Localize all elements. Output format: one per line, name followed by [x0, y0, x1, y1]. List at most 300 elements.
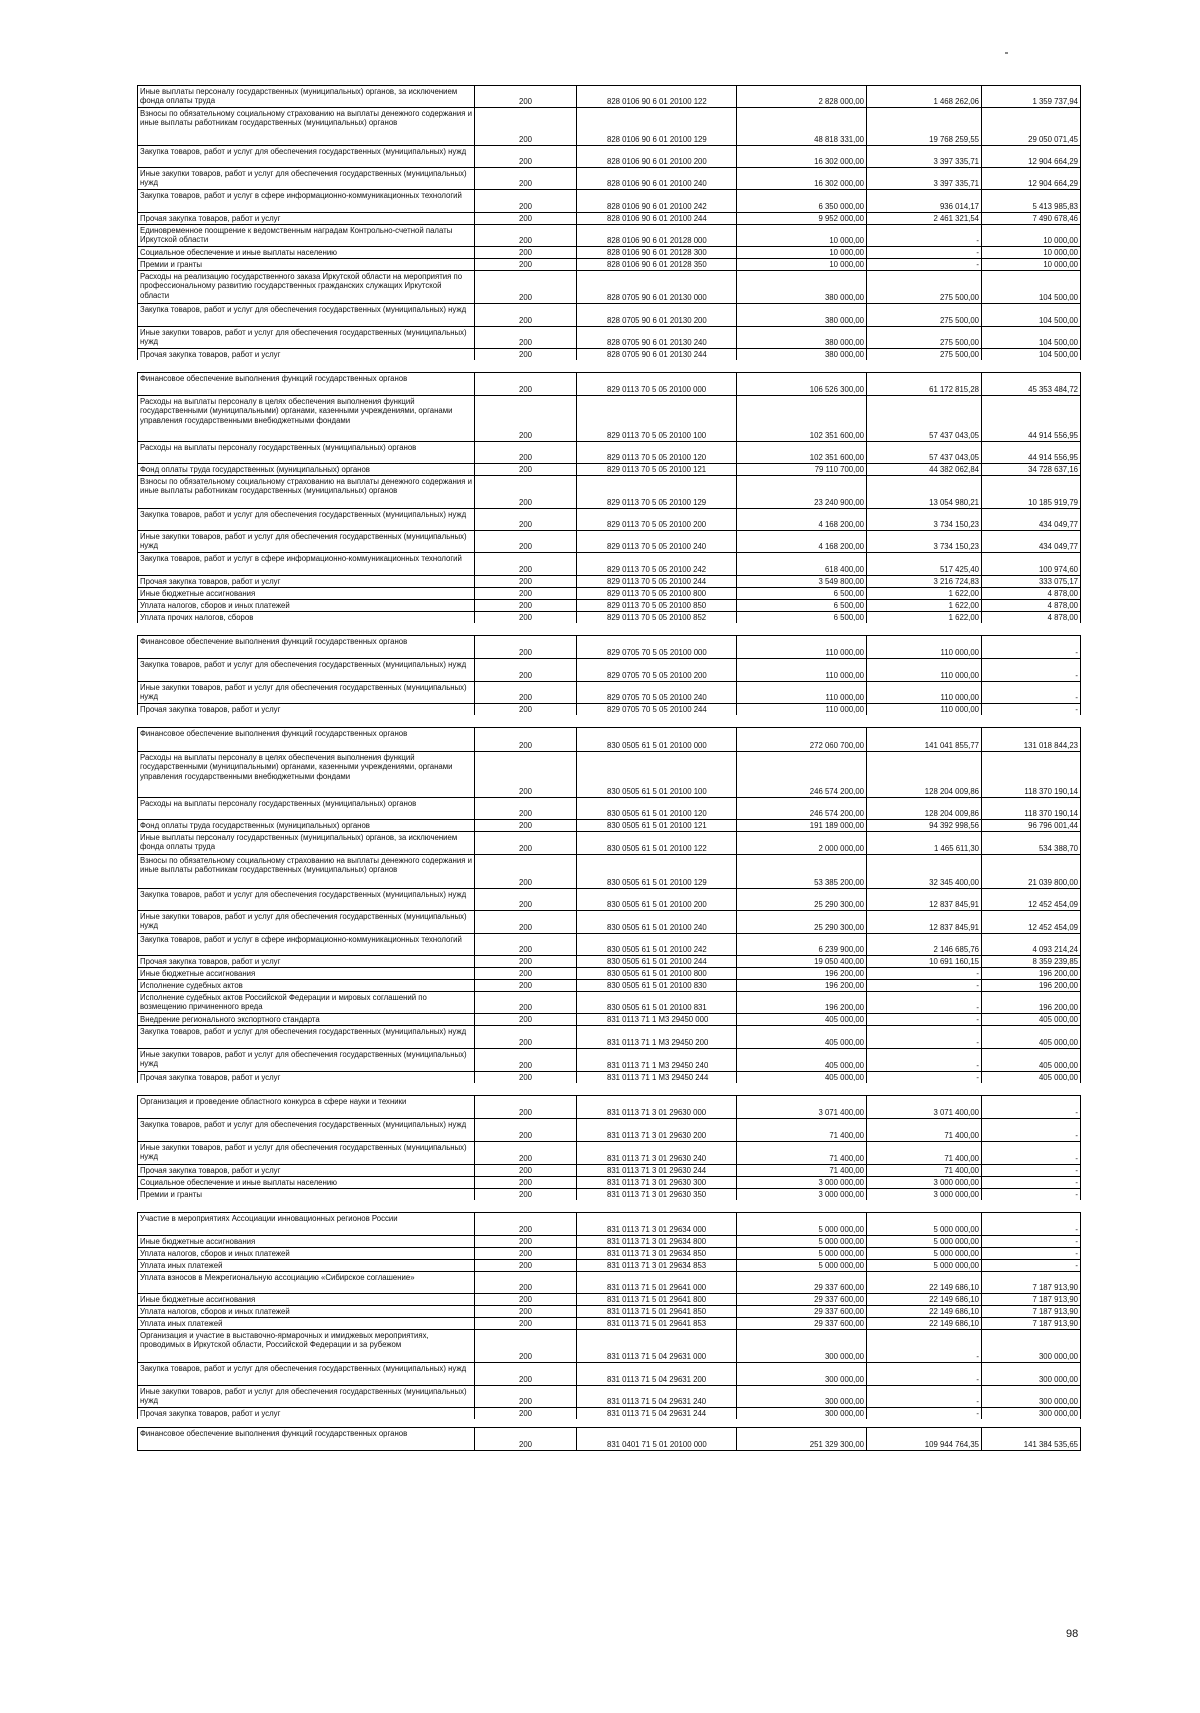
table-row: [137, 1095, 1081, 1118]
row-approved-amount-cell: 110 000,00: [736, 682, 866, 703]
table-row: [137, 475, 1081, 508]
row-budget-code-cell: 829 0113 70 5 05 20100 120: [576, 442, 736, 463]
table-row: [137, 587, 1081, 599]
row-remaining-amount-cell: 196 200,00: [981, 980, 1081, 991]
row-approved-amount-cell: 380 000,00: [736, 327, 866, 348]
row-admin-code-cell: 200: [474, 576, 576, 587]
row-admin-code-cell: 200: [474, 992, 576, 1013]
row-approved-amount-cell: 3 000 000,00: [736, 1189, 866, 1200]
row-approved-amount-cell: 5 000 000,00: [736, 1248, 866, 1259]
row-approved-amount-cell: 23 240 900,00: [736, 476, 866, 508]
row-approved-amount-cell: 246 574 200,00: [736, 798, 866, 819]
row-admin-code-cell: 200: [474, 911, 576, 933]
row-admin-code-cell: 200: [474, 1428, 576, 1450]
row-budget-code-cell: 829 0113 70 5 05 20100 800: [576, 588, 736, 599]
row-approved-amount-cell: 3 000 000,00: [736, 1177, 866, 1188]
row-approved-amount-cell: 48 818 331,00: [736, 108, 866, 145]
row-budget-code-cell: 831 0113 71 5 01 29641 000: [576, 1272, 736, 1293]
row-remaining-amount-cell: 29 050 071,45: [981, 108, 1081, 145]
row-executed-amount-cell: 19 768 259,55: [866, 108, 981, 145]
row-admin-code-cell: 200: [474, 349, 576, 360]
row-executed-amount-cell: -: [866, 992, 981, 1013]
table-row: [137, 751, 1081, 797]
row-admin-code-cell: 200: [474, 225, 576, 246]
row-budget-code-cell: 828 0106 90 6 01 20100 242: [576, 190, 736, 212]
row-remaining-amount-cell: 4 093 214,24: [981, 934, 1081, 955]
row-budget-code-cell: 831 0113 71 3 01 29630 200: [576, 1119, 736, 1141]
row-name-cell: Иные закупки товаров, работ и услуг для обеспечения государственных (муниципальных) нужд: [137, 168, 474, 189]
table-row: [137, 819, 1081, 831]
row-approved-amount-cell: 53 385 200,00: [736, 855, 866, 888]
row-executed-amount-cell: 109 944 764,35: [866, 1428, 981, 1450]
row-budget-code-cell: 831 0113 71 1 M3 29450 244: [576, 1072, 736, 1083]
row-executed-amount-cell: 12 837 845,91: [866, 889, 981, 910]
row-admin-code-cell: 200: [474, 1408, 576, 1419]
row-budget-code-cell: 829 0113 70 5 05 20100 852: [576, 612, 736, 623]
row-name-cell: Организация и участие в выставочно-ярмарочных и имиджевых мероприятиях, проводимых в Иркутской области, Российской Федерации и за рубежом: [137, 1330, 474, 1362]
row-remaining-amount-cell: 141 384 535,65: [981, 1428, 1081, 1450]
table-row: [137, 167, 1081, 189]
row-executed-amount-cell: 44 382 062,84: [866, 464, 981, 475]
row-budget-code-cell: 831 0113 71 3 01 29634 850: [576, 1248, 736, 1259]
row-approved-amount-cell: 71 400,00: [736, 1142, 866, 1164]
table-row: [137, 831, 1081, 854]
row-approved-amount-cell: 102 351 600,00: [736, 442, 866, 463]
row-remaining-amount-cell: -: [981, 1119, 1081, 1141]
row-approved-amount-cell: 2 828 000,00: [736, 86, 866, 107]
row-budget-code-cell: 828 0106 90 6 01 20100 200: [576, 146, 736, 167]
row-executed-amount-cell: 3 397 335,71: [866, 146, 981, 167]
row-name-cell: Иные бюджетные ассигнования: [137, 1294, 474, 1305]
row-budget-code-cell: 831 0113 71 3 01 29630 350: [576, 1189, 736, 1200]
row-admin-code-cell: 200: [474, 146, 576, 167]
row-budget-code-cell: 831 0113 71 3 01 29634 800: [576, 1236, 736, 1247]
row-approved-amount-cell: 16 302 000,00: [736, 168, 866, 189]
row-name-cell: Единовременное поощрение к ведомственным наградам Контрольно-счетной палаты Иркутской области: [137, 225, 474, 246]
row-remaining-amount-cell: 44 914 556,95: [981, 396, 1081, 441]
row-admin-code-cell: 200: [474, 1014, 576, 1025]
row-admin-code-cell: 200: [474, 588, 576, 599]
row-remaining-amount-cell: -: [981, 682, 1081, 703]
row-admin-code-cell: 200: [474, 531, 576, 552]
row-executed-amount-cell: 22 149 686,10: [866, 1294, 981, 1305]
row-budget-code-cell: 831 0113 71 5 04 29631 000: [576, 1330, 736, 1362]
row-budget-code-cell: 829 0113 70 5 05 20100 240: [576, 531, 736, 552]
row-budget-code-cell: 830 0505 61 5 01 20100 800: [576, 968, 736, 979]
row-executed-amount-cell: 3 734 150,23: [866, 531, 981, 552]
row-admin-code-cell: 200: [474, 1363, 576, 1385]
table-row: [137, 1071, 1081, 1083]
row-name-cell: Уплата налогов, сборов и иных платежей: [137, 1248, 474, 1259]
row-remaining-amount-cell: 12 452 454,09: [981, 889, 1081, 910]
row-remaining-amount-cell: 434 049,77: [981, 509, 1081, 530]
row-admin-code-cell: 200: [474, 108, 576, 145]
row-admin-code-cell: 200: [474, 1142, 576, 1164]
row-approved-amount-cell: 6 500,00: [736, 612, 866, 623]
row-budget-code-cell: 829 0705 70 5 05 20100 000: [576, 636, 736, 658]
row-executed-amount-cell: 57 437 043,05: [866, 396, 981, 441]
row-budget-code-cell: 828 0106 90 6 01 20128 300: [576, 247, 736, 258]
row-budget-code-cell: 828 0705 90 6 01 20130 240: [576, 327, 736, 348]
row-executed-amount-cell: 110 000,00: [866, 682, 981, 703]
row-admin-code-cell: 200: [474, 682, 576, 703]
row-approved-amount-cell: 300 000,00: [736, 1330, 866, 1362]
row-approved-amount-cell: 5 000 000,00: [736, 1236, 866, 1247]
row-name-cell: Прочая закупка товаров, работ и услуг: [137, 213, 474, 224]
row-name-cell: Премии и гранты: [137, 1189, 474, 1200]
row-remaining-amount-cell: 434 049,77: [981, 531, 1081, 552]
table-row: [137, 1141, 1081, 1164]
row-executed-amount-cell: 1 622,00: [866, 600, 981, 611]
row-admin-code-cell: 200: [474, 476, 576, 508]
table-row: [137, 797, 1081, 819]
row-approved-amount-cell: 246 574 200,00: [736, 752, 866, 797]
row-admin-code-cell: 200: [474, 259, 576, 270]
row-admin-code-cell: 200: [474, 798, 576, 819]
row-executed-amount-cell: 71 400,00: [866, 1142, 981, 1164]
row-remaining-amount-cell: 4 878,00: [981, 600, 1081, 611]
table-row: [137, 991, 1081, 1013]
row-remaining-amount-cell: 104 500,00: [981, 349, 1081, 360]
row-admin-code-cell: 200: [474, 168, 576, 189]
row-approved-amount-cell: 5 000 000,00: [736, 1213, 866, 1235]
row-remaining-amount-cell: -: [981, 1213, 1081, 1235]
table-row: [137, 508, 1081, 530]
row-admin-code-cell: 200: [474, 820, 576, 831]
table-row: [137, 967, 1081, 979]
row-admin-code-cell: 200: [474, 247, 576, 258]
row-executed-amount-cell: 128 204 009,86: [866, 752, 981, 797]
row-name-cell: Внедрение регионального экспортного стандарта: [137, 1014, 474, 1025]
row-budget-code-cell: 830 0505 61 5 01 20100 200: [576, 889, 736, 910]
table-row: [137, 635, 1081, 658]
row-remaining-amount-cell: 300 000,00: [981, 1386, 1081, 1407]
table-row: [137, 979, 1081, 991]
row-remaining-amount-cell: -: [981, 636, 1081, 658]
row-name-cell: Премии и гранты: [137, 259, 474, 270]
row-remaining-amount-cell: 300 000,00: [981, 1363, 1081, 1385]
row-remaining-amount-cell: 405 000,00: [981, 1049, 1081, 1071]
row-admin-code-cell: 200: [474, 327, 576, 348]
row-approved-amount-cell: 4 168 200,00: [736, 509, 866, 530]
table-row: [137, 1329, 1081, 1362]
row-executed-amount-cell: -: [866, 247, 981, 258]
row-name-cell: Финансовое обеспечение выполнения функций государственных органов: [137, 728, 474, 751]
row-admin-code-cell: 200: [474, 271, 576, 303]
table-row: [137, 1317, 1081, 1329]
row-executed-amount-cell: 1 468 262,06: [866, 86, 981, 107]
row-admin-code-cell: 200: [474, 304, 576, 326]
row-name-cell: Расходы на выплаты персоналу государственных (муниципальных) органов: [137, 442, 474, 463]
row-remaining-amount-cell: 1 359 737,94: [981, 86, 1081, 107]
row-approved-amount-cell: 272 060 700,00: [736, 728, 866, 751]
row-approved-amount-cell: 6 239 900,00: [736, 934, 866, 955]
row-approved-amount-cell: 10 000,00: [736, 259, 866, 270]
row-budget-code-cell: 828 0106 90 6 01 20100 129: [576, 108, 736, 145]
row-admin-code-cell: 200: [474, 1306, 576, 1317]
row-remaining-amount-cell: 12 452 454,09: [981, 911, 1081, 933]
row-executed-amount-cell: 3 000 000,00: [866, 1189, 981, 1200]
row-name-cell: Расходы на реализацию государственного заказа Иркутской области на мероприятия по профессиональному развитию государственных гражданских служащих Иркутской области: [137, 271, 474, 303]
row-executed-amount-cell: 2 461 321,54: [866, 213, 981, 224]
table-row: [137, 530, 1081, 552]
row-budget-code-cell: 828 0705 90 6 01 20130 000: [576, 271, 736, 303]
row-admin-code-cell: 200: [474, 1165, 576, 1176]
row-remaining-amount-cell: 196 200,00: [981, 968, 1081, 979]
table-row: [137, 1164, 1081, 1176]
table-row: [137, 1025, 1081, 1048]
row-remaining-amount-cell: 405 000,00: [981, 1072, 1081, 1083]
row-remaining-amount-cell: 7 187 913,90: [981, 1306, 1081, 1317]
row-budget-code-cell: 830 0505 61 5 01 20100 830: [576, 980, 736, 991]
row-executed-amount-cell: 32 345 400,00: [866, 855, 981, 888]
row-admin-code-cell: 200: [474, 464, 576, 475]
row-budget-code-cell: 829 0113 70 5 05 20100 100: [576, 396, 736, 441]
row-name-cell: Закупка товаров, работ и услуг для обеспечения государственных (муниципальных) нужд: [137, 1363, 474, 1385]
table-row: [137, 1271, 1081, 1293]
row-name-cell: Иные закупки товаров, работ и услуг для обеспечения государственных (муниципальных) нужд: [137, 1386, 474, 1407]
row-executed-amount-cell: 71 400,00: [866, 1119, 981, 1141]
table-row: [137, 224, 1081, 246]
row-approved-amount-cell: 196 200,00: [736, 980, 866, 991]
row-approved-amount-cell: 25 290 300,00: [736, 889, 866, 910]
row-budget-code-cell: 831 0113 71 1 M3 29450 240: [576, 1049, 736, 1071]
row-name-cell: Расходы на выплаты персоналу в целях обеспечения выполнения функций государственными (муниципальными) органами, казенными учреждениями, органами управления государственными внебюджетными фондами: [137, 752, 474, 797]
row-approved-amount-cell: 110 000,00: [736, 704, 866, 715]
row-approved-amount-cell: 300 000,00: [736, 1363, 866, 1385]
table-row: [137, 85, 1081, 107]
row-admin-code-cell: 200: [474, 980, 576, 991]
row-approved-amount-cell: 6 350 000,00: [736, 190, 866, 212]
row-admin-code-cell: 200: [474, 442, 576, 463]
row-budget-code-cell: 829 0705 70 5 05 20100 244: [576, 704, 736, 715]
row-admin-code-cell: 200: [474, 612, 576, 623]
row-budget-code-cell: 830 0505 61 5 01 20100 244: [576, 956, 736, 967]
row-admin-code-cell: 200: [474, 1330, 576, 1362]
row-budget-code-cell: 831 0113 71 3 01 29634 853: [576, 1260, 736, 1271]
table-row: [137, 1013, 1081, 1025]
row-executed-amount-cell: 57 437 043,05: [866, 442, 981, 463]
row-budget-code-cell: 828 0106 90 6 01 20128 350: [576, 259, 736, 270]
row-approved-amount-cell: 9 952 000,00: [736, 213, 866, 224]
row-remaining-amount-cell: 4 878,00: [981, 588, 1081, 599]
row-remaining-amount-cell: 7 187 913,90: [981, 1272, 1081, 1293]
row-budget-code-cell: 831 0113 71 3 01 29630 240: [576, 1142, 736, 1164]
row-remaining-amount-cell: 405 000,00: [981, 1014, 1081, 1025]
row-admin-code-cell: 200: [474, 956, 576, 967]
row-name-cell: Иные закупки товаров, работ и услуг для обеспечения государственных (муниципальных) нужд: [137, 911, 474, 933]
row-admin-code-cell: 200: [474, 832, 576, 854]
row-executed-amount-cell: 5 000 000,00: [866, 1236, 981, 1247]
table-row: [137, 1176, 1081, 1188]
row-budget-code-cell: 831 0113 71 1 M3 29450 000: [576, 1014, 736, 1025]
row-approved-amount-cell: 29 337 600,00: [736, 1306, 866, 1317]
row-budget-code-cell: 830 0505 61 5 01 20100 121: [576, 820, 736, 831]
row-executed-amount-cell: 936 014,17: [866, 190, 981, 212]
row-approved-amount-cell: 4 168 200,00: [736, 531, 866, 552]
row-remaining-amount-cell: 7 490 678,46: [981, 213, 1081, 224]
row-name-cell: Закупка товаров, работ и услуг в сфере информационно-коммуникационных технологий: [137, 190, 474, 212]
row-remaining-amount-cell: 104 500,00: [981, 304, 1081, 326]
row-admin-code-cell: 200: [474, 1119, 576, 1141]
row-budget-code-cell: 829 0113 70 5 05 20100 242: [576, 553, 736, 575]
row-remaining-amount-cell: 104 500,00: [981, 327, 1081, 348]
table-row: [137, 258, 1081, 270]
row-name-cell: Уплата иных платежей: [137, 1318, 474, 1329]
row-executed-amount-cell: 517 425,40: [866, 553, 981, 575]
row-executed-amount-cell: -: [866, 1049, 981, 1071]
row-executed-amount-cell: 22 149 686,10: [866, 1272, 981, 1293]
row-executed-amount-cell: -: [866, 1072, 981, 1083]
row-name-cell: Прочая закупка товаров, работ и услуг: [137, 1165, 474, 1176]
row-executed-amount-cell: 13 054 980,21: [866, 476, 981, 508]
row-admin-code-cell: 200: [474, 373, 576, 395]
row-budget-code-cell: 829 0113 70 5 05 20100 121: [576, 464, 736, 475]
table-row: [137, 955, 1081, 967]
row-approved-amount-cell: 71 400,00: [736, 1119, 866, 1141]
row-name-cell: Взносы по обязательному социальному страхованию на выплаты денежного содержания и иные выплаты работникам государственных (муниципальных) органов: [137, 108, 474, 145]
row-executed-amount-cell: -: [866, 1408, 981, 1419]
row-budget-code-cell: 830 0505 61 5 01 20100 129: [576, 855, 736, 888]
row-approved-amount-cell: 300 000,00: [736, 1386, 866, 1407]
row-admin-code-cell: 200: [474, 213, 576, 224]
table-row: [137, 395, 1081, 441]
table-row: [137, 727, 1081, 751]
table-bottom-border: [137, 1450, 1081, 1451]
row-remaining-amount-cell: -: [981, 704, 1081, 715]
row-remaining-amount-cell: 300 000,00: [981, 1330, 1081, 1362]
row-approved-amount-cell: 405 000,00: [736, 1049, 866, 1071]
row-approved-amount-cell: 102 351 600,00: [736, 396, 866, 441]
row-budget-code-cell: 830 0505 61 5 01 20100 242: [576, 934, 736, 955]
row-approved-amount-cell: 19 050 400,00: [736, 956, 866, 967]
row-name-cell: Взносы по обязательному социальному страхованию на выплаты денежного содержания и иные выплаты работникам государственных (муниципальных) органов: [137, 476, 474, 508]
row-name-cell: Прочая закупка товаров, работ и услуг: [137, 576, 474, 587]
row-admin-code-cell: 200: [474, 1248, 576, 1259]
row-executed-amount-cell: -: [866, 1330, 981, 1362]
table-row: [137, 212, 1081, 224]
row-approved-amount-cell: 10 000,00: [736, 247, 866, 258]
row-name-cell: Иные закупки товаров, работ и услуг для обеспечения государственных (муниципальных) нужд: [137, 1142, 474, 1164]
table-row: [137, 703, 1081, 715]
row-approved-amount-cell: 110 000,00: [736, 636, 866, 658]
row-executed-amount-cell: 10 691 160,15: [866, 956, 981, 967]
row-executed-amount-cell: 275 500,00: [866, 271, 981, 303]
row-budget-code-cell: 829 0113 70 5 05 20100 129: [576, 476, 736, 508]
row-name-cell: Прочая закупка товаров, работ и услуг: [137, 956, 474, 967]
row-approved-amount-cell: 251 329 300,00: [736, 1428, 866, 1450]
row-executed-amount-cell: 1 465 611,30: [866, 832, 981, 854]
row-budget-code-cell: 829 0705 70 5 05 20100 200: [576, 659, 736, 681]
row-admin-code-cell: 200: [474, 1318, 576, 1329]
row-executed-amount-cell: 275 500,00: [866, 349, 981, 360]
row-budget-code-cell: 828 0106 90 6 01 20100 240: [576, 168, 736, 189]
row-executed-amount-cell: -: [866, 980, 981, 991]
row-name-cell: Уплата налогов, сборов и иных платежей: [137, 600, 474, 611]
row-budget-code-cell: 829 0705 70 5 05 20100 240: [576, 682, 736, 703]
row-admin-code-cell: 200: [474, 1294, 576, 1305]
row-remaining-amount-cell: 405 000,00: [981, 1026, 1081, 1048]
row-remaining-amount-cell: 12 904 664,29: [981, 146, 1081, 167]
row-name-cell: Фонд оплаты труда государственных (муниципальных) органов: [137, 820, 474, 831]
row-remaining-amount-cell: 118 370 190,14: [981, 752, 1081, 797]
row-approved-amount-cell: 405 000,00: [736, 1026, 866, 1048]
row-admin-code-cell: 200: [474, 1177, 576, 1188]
row-name-cell: Закупка товаров, работ и услуг для обеспечения государственных (муниципальных) нужд: [137, 1119, 474, 1141]
row-budget-code-cell: 831 0401 71 5 01 20100 000: [576, 1428, 736, 1450]
row-admin-code-cell: 200: [474, 728, 576, 751]
row-name-cell: Иные закупки товаров, работ и услуг для обеспечения государственных (муниципальных) нужд: [137, 531, 474, 552]
row-admin-code-cell: 200: [474, 1189, 576, 1200]
table-row: [137, 854, 1081, 888]
row-remaining-amount-cell: 196 200,00: [981, 992, 1081, 1013]
table-row: [137, 888, 1081, 910]
row-approved-amount-cell: 29 337 600,00: [736, 1272, 866, 1293]
row-name-cell: Исполнение судебных актов: [137, 980, 474, 991]
row-budget-code-cell: 830 0505 61 5 01 20100 000: [576, 728, 736, 751]
row-budget-code-cell: 830 0505 61 5 01 20100 120: [576, 798, 736, 819]
row-admin-code-cell: 200: [474, 509, 576, 530]
row-executed-amount-cell: 275 500,00: [866, 327, 981, 348]
row-admin-code-cell: 200: [474, 636, 576, 658]
row-admin-code-cell: 200: [474, 934, 576, 955]
row-approved-amount-cell: 2 000 000,00: [736, 832, 866, 854]
row-admin-code-cell: 200: [474, 704, 576, 715]
table-row: [137, 599, 1081, 611]
row-approved-amount-cell: 3 549 800,00: [736, 576, 866, 587]
row-approved-amount-cell: 6 500,00: [736, 600, 866, 611]
row-executed-amount-cell: 3 734 150,23: [866, 509, 981, 530]
row-executed-amount-cell: 94 392 998,56: [866, 820, 981, 831]
row-executed-amount-cell: 110 000,00: [866, 659, 981, 681]
row-remaining-amount-cell: 5 413 985,83: [981, 190, 1081, 212]
row-budget-code-cell: 830 0505 61 5 01 20100 122: [576, 832, 736, 854]
row-name-cell: Взносы по обязательному социальному страхованию на выплаты денежного содержания и иные выплаты работникам государственных (муниципальных) органов: [137, 855, 474, 888]
row-approved-amount-cell: 405 000,00: [736, 1014, 866, 1025]
row-approved-amount-cell: 300 000,00: [736, 1408, 866, 1419]
row-remaining-amount-cell: 7 187 913,90: [981, 1318, 1081, 1329]
row-remaining-amount-cell: 8 359 239,85: [981, 956, 1081, 967]
row-approved-amount-cell: 618 400,00: [736, 553, 866, 575]
row-executed-amount-cell: -: [866, 1363, 981, 1385]
row-name-cell: Закупка товаров, работ и услуг для обеспечения государственных (муниципальных) нужд: [137, 889, 474, 910]
row-name-cell: Прочая закупка товаров, работ и услуг: [137, 349, 474, 360]
table-row: [137, 1188, 1081, 1200]
row-name-cell: Финансовое обеспечение выполнения функций государственных органов: [137, 373, 474, 395]
row-name-cell: Иные закупки товаров, работ и услуг для обеспечения государственных (муниципальных) нужд: [137, 327, 474, 348]
row-name-cell: Социальное обеспечение и иные выплаты населению: [137, 1177, 474, 1188]
table-row: [137, 1118, 1081, 1141]
table-row: [137, 1293, 1081, 1305]
row-remaining-amount-cell: 534 388,70: [981, 832, 1081, 854]
row-approved-amount-cell: 6 500,00: [736, 588, 866, 599]
table-row: [137, 552, 1081, 575]
row-name-cell: Закупка товаров, работ и услуг для обеспечения государственных (муниципальных) нужд: [137, 304, 474, 326]
row-admin-code-cell: 200: [474, 752, 576, 797]
row-budget-code-cell: 829 0113 70 5 05 20100 000: [576, 373, 736, 395]
row-budget-code-cell: 828 0106 90 6 01 20100 122: [576, 86, 736, 107]
row-budget-code-cell: 831 0113 71 3 01 29634 000: [576, 1213, 736, 1235]
row-name-cell: Финансовое обеспечение выполнения функций государственных органов: [137, 1428, 474, 1450]
row-admin-code-cell: 200: [474, 659, 576, 681]
row-executed-amount-cell: 12 837 845,91: [866, 911, 981, 933]
table-row: [137, 441, 1081, 463]
row-name-cell: Закупка товаров, работ и услуг в сфере информационно-коммуникационных технологий: [137, 553, 474, 575]
row-name-cell: Иные закупки товаров, работ и услуг для обеспечения государственных (муниципальных) нужд: [137, 682, 474, 703]
row-executed-amount-cell: 3 071 400,00: [866, 1096, 981, 1118]
row-executed-amount-cell: -: [866, 259, 981, 270]
row-remaining-amount-cell: -: [981, 1248, 1081, 1259]
